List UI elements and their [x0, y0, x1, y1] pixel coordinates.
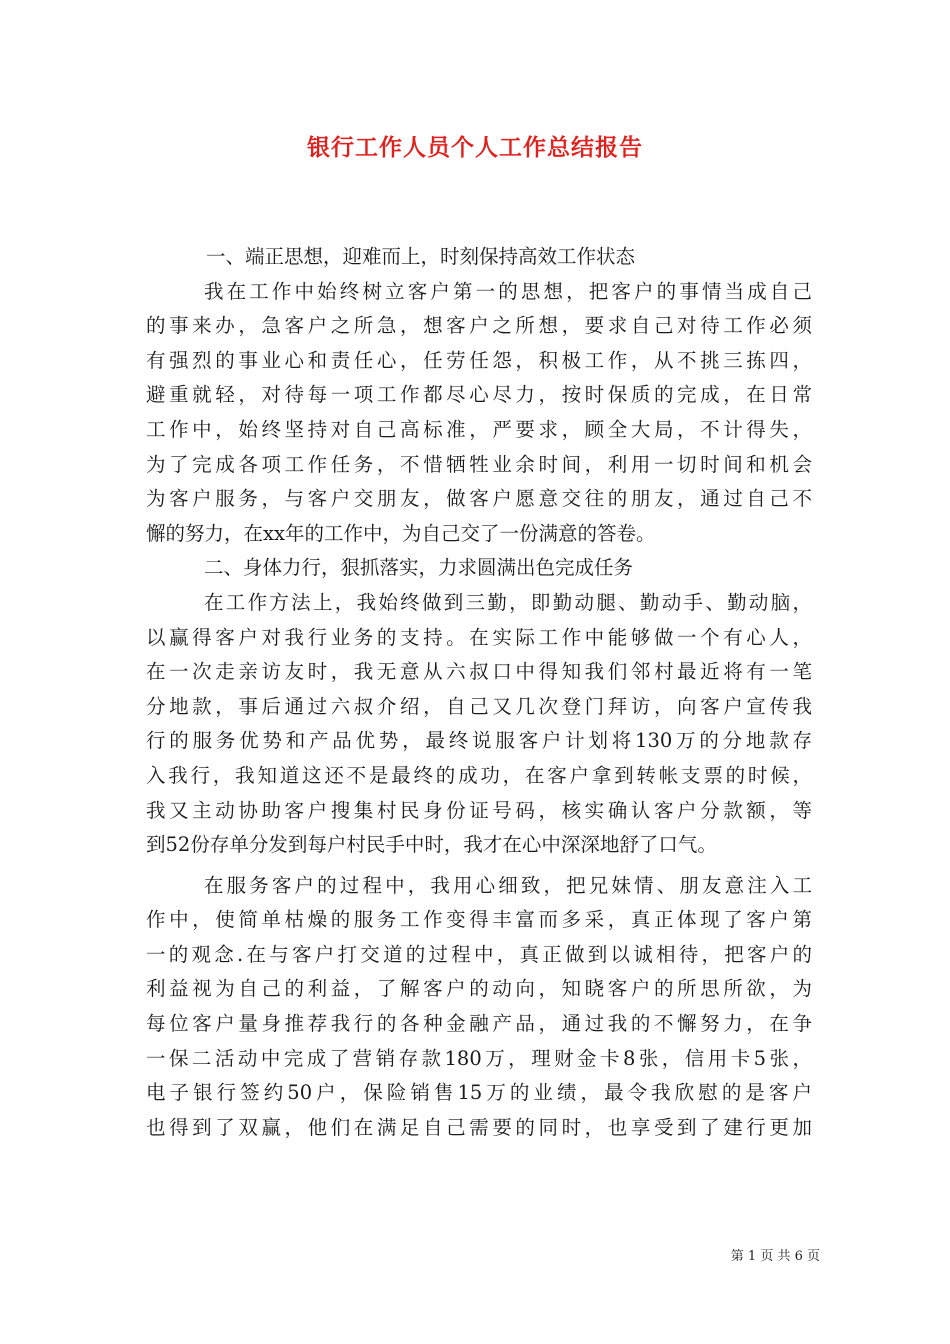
paragraph-line: 作中，使简单枯燥的服务工作变得丰富而多采，真正体现了客户第 — [146, 908, 812, 932]
paragraph-line: 我又主动协助客户搜集村民身份证号码，核实确认客户分款额，等 — [146, 798, 812, 822]
paragraph-line: 的事来办，急客户之所急，想客户之所想，要求自己对待工作必须 — [146, 314, 812, 338]
paragraph-line: 行的服务优势和产品优势，最终说服客户计划将130万的分地款存 — [146, 729, 812, 753]
paragraph-line: 到52份存单分发到每户村民手中时，我才在心中深深地舒了口气。 — [146, 833, 717, 857]
paragraph-line: 入我行，我知道这还不是最终的成功，在客户拿到转帐支票的时候， — [146, 763, 812, 787]
paragraph-line: 为了完成各项工作任务，不惜牺牲业余时间，利用一切时间和机会 — [146, 452, 812, 476]
paragraph-line: 也得到了双赢，他们在满足自己需要的同时，也享受到了建行更加 — [146, 1115, 812, 1139]
paragraph-line: 电子银行签约50户，保险销售15万的业绩，最令我欣慰的是客户 — [146, 1081, 812, 1105]
paragraph-line: 有强烈的事业心和责任心，任劳任怨，积极工作，从不挑三拣四， — [146, 348, 812, 372]
paragraph-line: 以赢得客户对我行业务的支持。在实际工作中能够做一个有心人， — [146, 625, 812, 649]
paragraph-line: 一的观念.在与客户打交道的过程中，真正做到以诚相待，把客户的 — [146, 942, 812, 966]
paragraph-line: 懈的努力，在xx年的工作中，为自己交了一份满意的答卷。 — [146, 521, 656, 545]
document-body — [146, 240, 812, 1145]
section-heading-1: 一、端正思想，迎难而上，时刻保持高效工作状态 — [206, 245, 636, 268]
paragraph-line: 我在工作中始终树立客户第一的思想，把客户的事情当成自己 — [204, 279, 812, 303]
paragraph-line: 分地款，事后通过六叔介绍，自己又几次登门拜访，向客户宣传我 — [146, 694, 812, 718]
document-title: 银行工作人员个人工作总结报告 — [307, 134, 643, 161]
paragraph-line: 一保二活动中完成了营销存款180万，理财金卡8张，信用卡5张， — [146, 1046, 812, 1070]
paragraph-line: 为客户服务，与客户交朋友，做客户愿意交往的朋友，通过自己不 — [146, 487, 812, 511]
paragraph-line: 每位客户量身推荐我行的各种金融产品，通过我的不懈努力，在争 — [146, 1012, 812, 1036]
paragraph-line: 利益视为自己的利益，了解客户的动向，知晓客户的所思所欲，为 — [146, 977, 812, 1001]
paragraph-line: 工作中，始终坚持对自己高标准，严要求，顾全大局，不计得失， — [146, 417, 812, 441]
paragraph-line: 避重就轻，对待每一项工作都尽心尽力，按时保质的完成，在日常 — [146, 383, 812, 407]
paragraph-line: 在工作方法上，我始终做到三勤，即勤动腿、勤动手、勤动脑， — [204, 590, 812, 614]
paragraph-line: 在一次走亲访友时，我无意从六叔口中得知我们邻村最近将有一笔 — [146, 660, 812, 684]
page-number: 第 1 页 共 6 页 — [730, 1249, 820, 1264]
paragraph-line: 在服务客户的过程中，我用心细致，把兄妹情、朋友意注入工 — [204, 873, 812, 897]
section-heading-2: 二、身体力行，狠抓落实，力求圆满出色完成任务 — [204, 556, 634, 580]
